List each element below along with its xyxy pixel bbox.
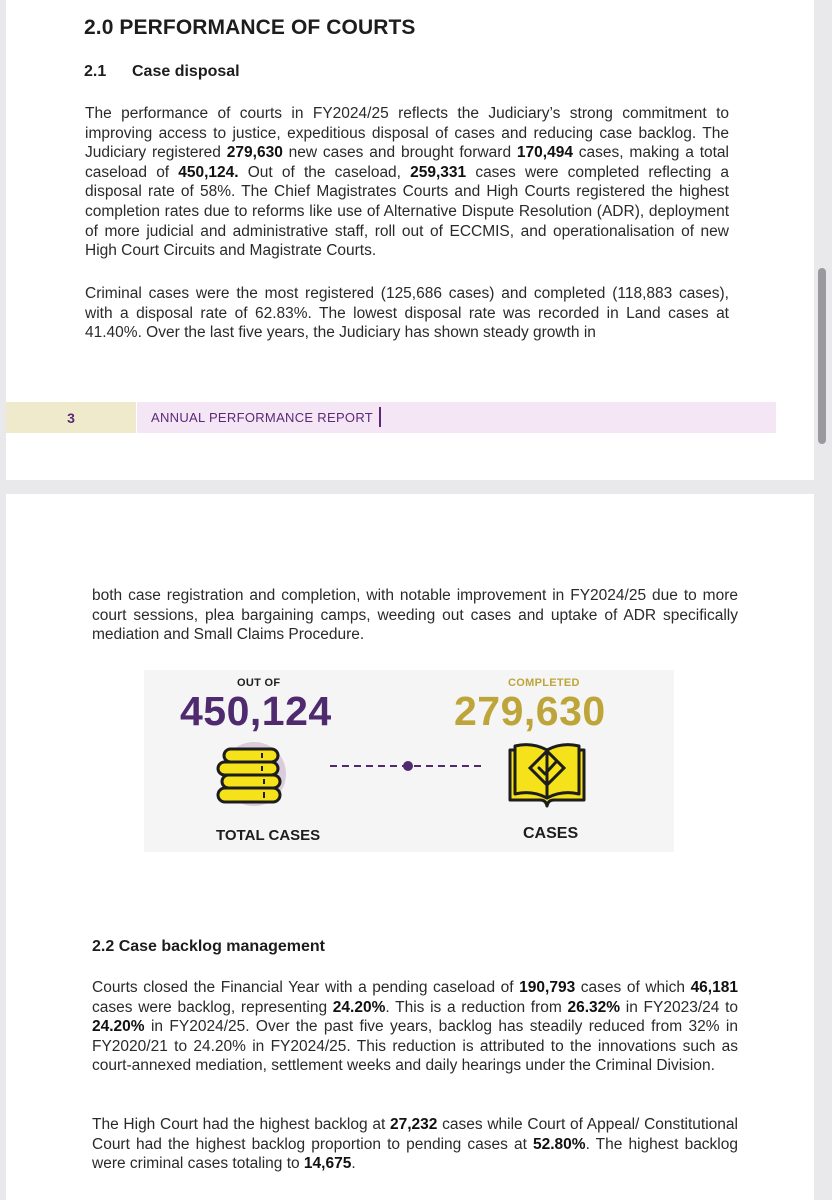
bold-figure: 24.20% <box>332 998 386 1016</box>
bold-figure: 52.80% <box>532 1135 586 1153</box>
paragraph-continued <box>92 586 738 645</box>
completed-label: COMPLETED <box>508 677 580 689</box>
total-cases-value: 450,124 <box>180 688 332 734</box>
text-run: in FY2024/25. Over the past five years, backlog has steadily reduced from 32% in FY2020/21 to 24.20% in FY2024/25. This reduction is attributed to the innovations such as court-annexed mediation, settlement weeks and daily hearings under the Criminal Division. <box>92 1018 738 1075</box>
out-of-label: OUT OF <box>237 677 281 689</box>
bold-figure: 24.20% <box>92 1018 145 1036</box>
text-run: Criminal cases were the most registered (125,686 cases) and completed (118,883 cases), with a disposal rate of 62.83%. The lowest disposal rate was recorded in Land cases at 41.40%. Over the last five years, the Judiciary has shown steady growth in <box>85 285 729 342</box>
text-run: . <box>351 1155 356 1173</box>
bold-figure: 170,494 <box>516 144 573 162</box>
text-run: The performance of courts in FY2024/25 reflects the Judiciary’s strong commitment to improving access to justice, expeditious disposal of cases and reducing case backlog. The Judiciary registered <box>85 105 729 162</box>
page-footer <box>6 402 776 433</box>
text-run: cases were backlog, representing <box>92 998 333 1016</box>
text-run: Out of the caseload, <box>238 163 411 181</box>
subsection-title: Case disposal <box>132 63 240 80</box>
footer-report-title: ANNUAL PERFORMANCE REPORT <box>151 410 374 425</box>
text-run: both case registration and completion, with notable improvement in FY2024/25 due to more court sessions, plea bargaining camps, weeding out cases and uptake of ADR specifically mediation and Small Claims Procedure. <box>92 587 738 644</box>
bold-figure: 14,675 <box>303 1155 352 1173</box>
text-run: cases of which <box>575 979 691 996</box>
section-heading: 2.0 PERFORMANCE OF COURTS <box>84 16 416 39</box>
footer-divider <box>379 407 381 427</box>
paragraph-criminal-cases <box>85 284 729 343</box>
subsection-number: 2.1 <box>84 63 107 80</box>
text-run: The High Court had the highest backlog at <box>92 1116 390 1133</box>
document-page-1 <box>6 0 814 480</box>
text-run: . This is a reduction from <box>385 998 568 1016</box>
bold-figure: 450,124. <box>178 163 239 181</box>
page-number: 3 <box>6 402 136 433</box>
paragraph-backlog <box>92 978 738 1076</box>
books-icon <box>210 736 294 820</box>
completed-cases-value: 279,630 <box>454 688 606 734</box>
bold-figure: 279,630 <box>226 144 283 162</box>
bold-figure: 190,793 <box>519 979 576 996</box>
subsection-heading <box>84 63 240 81</box>
bold-figure: 27,232 <box>389 1116 438 1133</box>
paragraph-case-disposal <box>85 104 729 261</box>
text-run: cases while Court of Appeal/ Constitutional Court had the highest backlog proportion to pending cases at <box>92 1116 738 1153</box>
total-cases-caption: TOTAL CASES <box>216 827 321 844</box>
text-run: new cases and brought forward <box>282 144 517 162</box>
subsection-heading-backlog: 2.2 Case backlog management <box>92 938 325 955</box>
vertical-scrollbar[interactable] <box>818 268 826 444</box>
paragraph-high-court <box>92 1115 738 1174</box>
text-run: Courts closed the Financial Year with a pending caseload of <box>92 979 520 996</box>
text-run: cases were completed reflecting a disposal rate of 58%. The Chief Magistrates Courts and High Courts registered the highest completion rates due to reforms like use of Alternative Dispute Resolution (ADR), deployment of more judicial and administrative staff, roll out of ECCMIS, and operationalisation of new High Court Circuits and Magistrate Courts. <box>85 163 729 260</box>
document-page-2 <box>6 494 814 1200</box>
book-check-icon <box>506 738 588 812</box>
text-run: . The highest backlog were criminal cases totaling to <box>92 1135 738 1173</box>
bold-figure: 259,331 <box>410 163 467 181</box>
text-run: cases, making a total caseload of <box>85 144 729 181</box>
bold-figure: 46,181 <box>690 979 738 996</box>
connector-line <box>330 760 486 772</box>
caseload-infographic <box>144 670 674 852</box>
cases-caption: CASES <box>523 825 579 842</box>
text-run: in FY2023/24 to <box>620 998 738 1016</box>
bold-figure: 26.32% <box>567 998 621 1016</box>
